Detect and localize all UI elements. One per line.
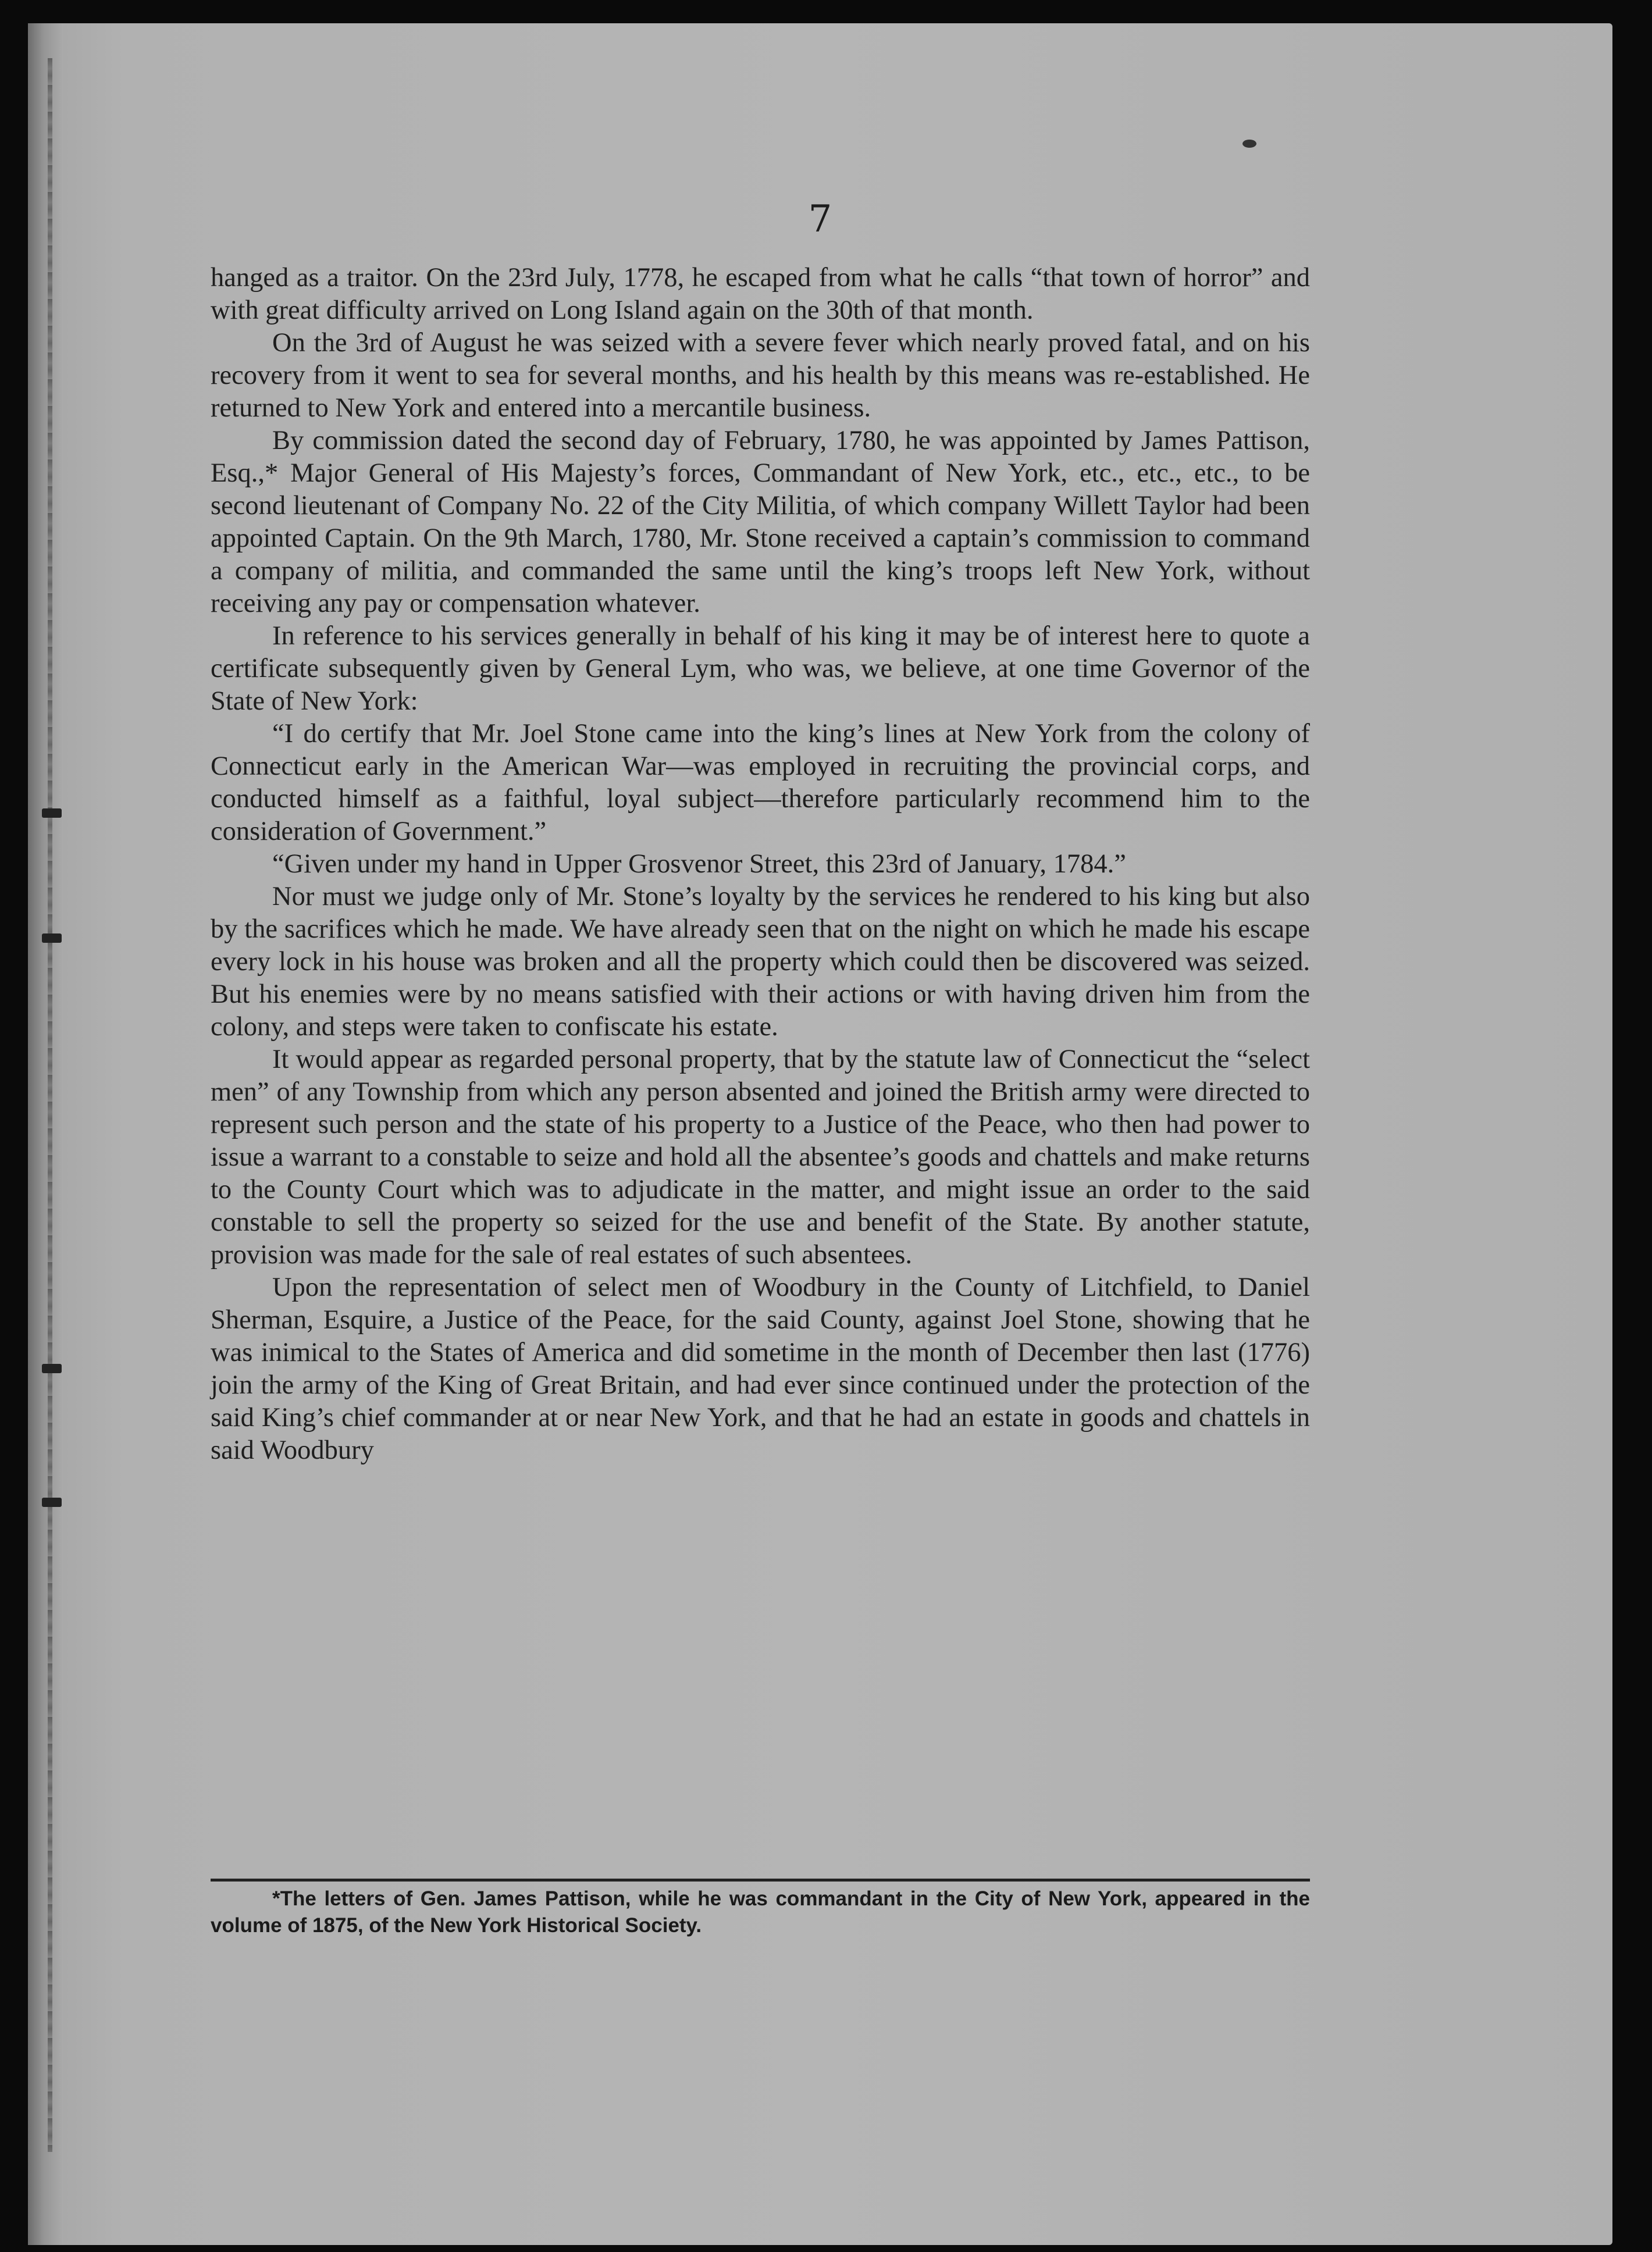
paragraph: Nor must we judge only of Mr. Stone’s loyalty by the services he rendered to his king but also by the sacrifices which he made. We have already seen that on the night on which he made his escape every lock in his house was broken and all the property which could then be discovered was seized. But his enemies were by no means satisfied with their actions or with having driven him from the colony, and steps were taken to confiscate his estate. bbox=[211, 882, 1310, 1042]
binding-mark bbox=[42, 808, 62, 818]
paragraph: Upon the representation of select men of Woodbury in the County of Litchfield, to Daniel Sherman, Esquire, a Justice of the Peace, for the said County, against Joel Stone, showing that he was inimical to the States of America and did sometime in the month of December then last (1776) join the army of the King of Great Britain, and had ever since continued under the protection of the said King’s chief commander at or near New York, and that he had an estate in goods and chattels in said Woodbury bbox=[211, 1273, 1310, 1465]
body-text bbox=[211, 262, 1310, 1467]
quoted-signature: “Given under my hand in Upper Grosvenor Street, this 23rd of January, 1784.” bbox=[272, 849, 1126, 879]
binding-mark bbox=[42, 1498, 62, 1507]
footnote: *The letters of Gen. James Pattison, while he was commandant in the City of New York, appeared in the volume of 1875, of the New York Historical Society. bbox=[211, 1887, 1310, 1937]
page-number: 7 bbox=[808, 198, 832, 241]
paragraph: On the 3rd of August he was seized with a severe fever which nearly proved fatal, and on his recovery from it went to sea for several months, and his health by this means was re-established. He returned to New York and entered into a mercantile business. bbox=[211, 328, 1310, 423]
binding-mark bbox=[42, 933, 62, 943]
quoted-certificate: “I do certify that Mr. Joel Stone came into the king’s lines at New York from the colony of Connecticut early in the American War—was employed in recruiting the provincial corps, and conducted himself as a faithful, loyal subject—therefore particularly recommend him to the consideration of Government.” bbox=[211, 719, 1310, 846]
binding-edge bbox=[48, 58, 52, 2152]
paragraph: In reference to his services generally in behalf of his king it may be of interest here to quote a certificate subsequently given by General Lym, who was, we believe, at one time Governor of the State of New York: bbox=[211, 621, 1310, 716]
page-speck bbox=[1242, 140, 1256, 148]
book-page bbox=[28, 23, 1612, 2245]
paragraph: It would appear as regarded personal property, that by the statute law of Connecticut the “select men” of any Township from which any person absented and joined the British army were directed to represent such person and the state of his property to a Justice of the Peace, who then had power to issue a warrant to a constable to seize and hold all the absentee’s goods and chattels and make returns to the County Court which was to adjudicate in the matter, and might issue an order to the said constable to sell the property so seized for the use and benefit of the State. By another statute, provision was made for the sale of real estates of such absentees. bbox=[211, 1045, 1310, 1270]
paragraph: hanged as a traitor. On the 23rd July, 1778, he escaped from what he calls “that town of horror” and with great difficulty arrived on Long Island again on the 30th of that month. bbox=[211, 263, 1310, 325]
binding-mark bbox=[42, 1364, 62, 1373]
footnote-divider bbox=[211, 1879, 1310, 1882]
paragraph: By commission dated the second day of February, 1780, he was appointed by James Pattison, Esq.,* Major General of His Majesty’s forces, Commandant of New York, etc., etc., etc., to be second lieutenant of Company No. 22 of the City Militia, of which company Willett Taylor had been appointed Captain. On the 9th March, 1780, Mr. Stone received a captain’s commission to command a company of militia, and commanded the same until the king’s troops left New York, without receiving any pay or compensation whatever. bbox=[211, 426, 1310, 618]
page-spine-shadow bbox=[28, 23, 63, 2245]
